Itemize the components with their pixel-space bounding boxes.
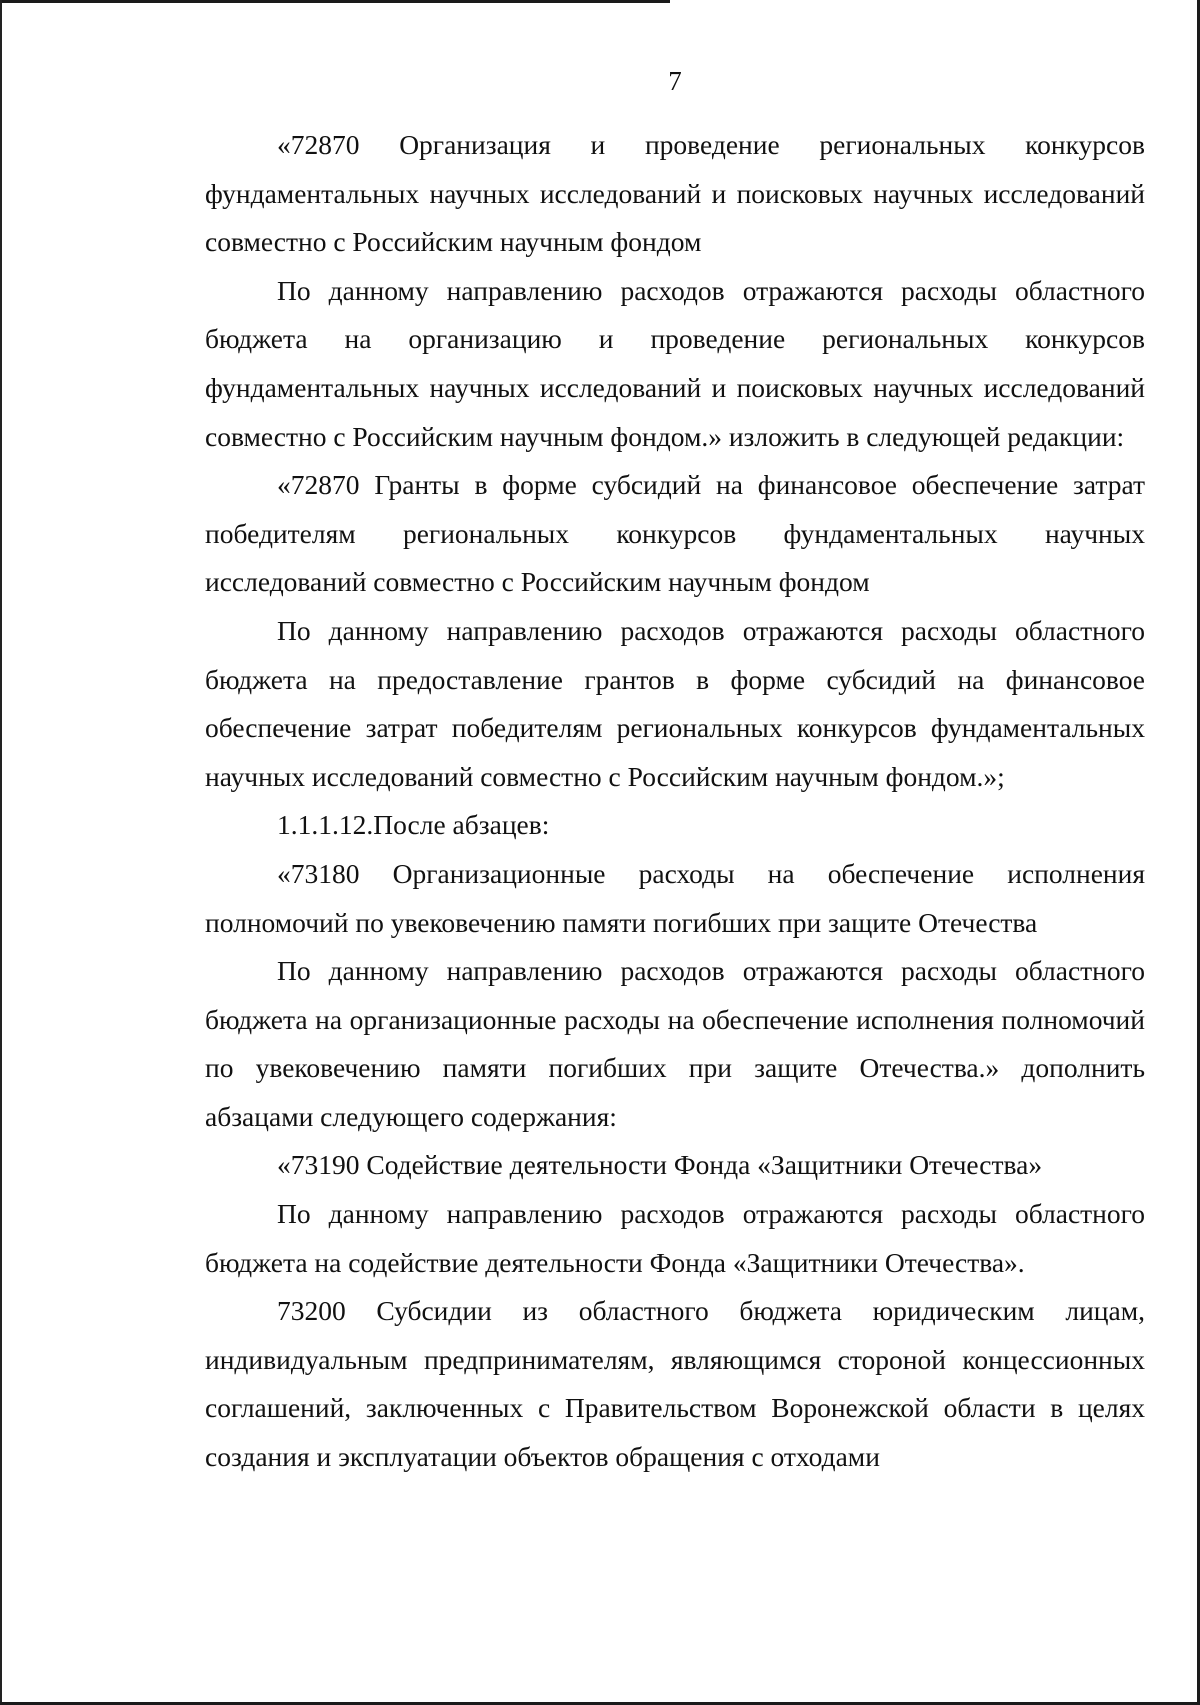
scan-edge-top bbox=[0, 0, 670, 3]
paragraph-clause-1-1-1-12: 1.1.1.12.После абзацев: bbox=[277, 809, 550, 841]
scan-edge-left bbox=[0, 0, 2, 1705]
paragraph-72870-description-old: По данному направлению расходов отражаются расходы областного бюджета на организацию и проведение региональных конкурсов фундаментальных научных исследований и поисковых научных исследований совместно с Российским научным фондом.» изложить в следующей редакции: bbox=[205, 274, 1145, 452]
page-number: 7 bbox=[668, 66, 682, 96]
paragraph-72870-heading-old: «72870 Организация и проведение региональных конкурсов фундаментальных научных исследований и поисковых научных исследований совместно с Российским научным фондом bbox=[205, 129, 1145, 258]
paragraph-72870-heading-new: «72870 Гранты в форме субсидий на финансовое обеспечение затрат победителям региональных конкурсов фундаментальных научных исследований совместно с Российским научным фондом bbox=[205, 469, 1145, 598]
document-body bbox=[205, 121, 1145, 1482]
paragraph-73190-heading: «73190 Содействие деятельности Фонда «Защитники Отечества» bbox=[277, 1149, 1043, 1181]
paragraph-73200-heading: 73200 Субсидии из областного бюджета юридическим лицам, индивидуальным предпринимателям, являющимся стороной концессионных соглашений, заключенных с Правительством Воронежской области в целях создания и эксплуатации объектов обращения с отходами bbox=[205, 1295, 1145, 1473]
paragraph-73180-description: По данному направлению расходов отражаются расходы областного бюджета на организационные расходы на обеспечение исполнения полномочий по увековечению памяти погибших при защите Отечества.» дополнить абзацами следующего содержания: bbox=[205, 955, 1145, 1132]
paragraph-73180-heading: «73180 Организационные расходы на обеспечение исполнения полномочий по увековечению памяти погибших при защите Отечества bbox=[205, 857, 1145, 938]
paragraph-73190-description: По данному направлению расходов отражаются расходы областного бюджета на содействие деятельности Фонда «Защитники Отечества». bbox=[205, 1198, 1145, 1278]
paragraph-72870-description-new: По данному направлению расходов отражаются расходы областного бюджета на предоставление грантов в форме субсидий на финансовое обеспечение затрат победителям региональных конкурсов фундаментальных научных исследований совместно с Российским научным фондом.»; bbox=[205, 614, 1145, 792]
